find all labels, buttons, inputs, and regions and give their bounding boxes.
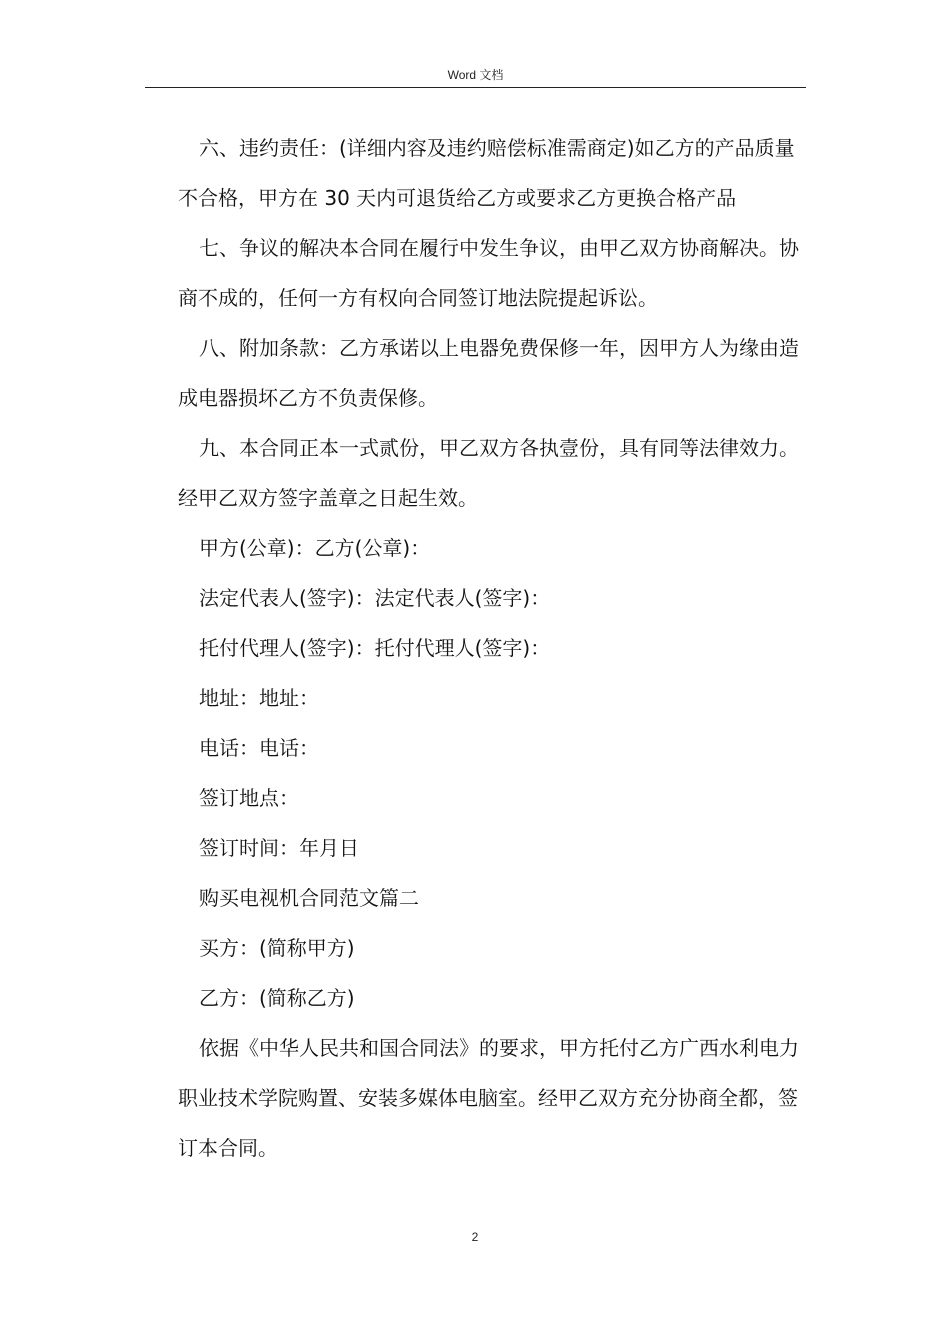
signing-date-line: 签订时间：年月日 bbox=[199, 836, 359, 860]
address-line: 地址：地址： bbox=[199, 686, 319, 710]
page-number: 2 bbox=[471, 1230, 479, 1244]
phone-line: 电话：电话： bbox=[199, 736, 319, 760]
clause-7-dispute-resolution: 七、争议的解决本合同在履行中发生争议，由甲乙双方协商解决。协商不成的，任何一方有权向合同签订地法院提起诉讼。 bbox=[178, 236, 799, 310]
clause-9-copies-effectiveness: 九、本合同正本一式贰份，甲乙双方各执壹份，具有同等法律效力。经甲乙双方签字盖章之日起生效。 bbox=[178, 436, 799, 510]
clause-6-breach-liability: 六、违约责任：(详细内容及违约赔偿标准需商定)如乙方的产品质量不合格，甲方在 30 天内可退货给乙方或要求乙方更换合格产品 bbox=[178, 136, 795, 210]
section-title: 购买电视机合同范文篇二 bbox=[199, 886, 419, 910]
legal-representative-line: 法定代表人(签字)：法定代表人(签字)： bbox=[199, 586, 551, 610]
party-b-line: 乙方：(简称乙方) bbox=[199, 986, 355, 1010]
page-header: Word 文档 bbox=[447, 68, 504, 82]
signing-place-line: 签订地点： bbox=[199, 786, 299, 810]
buyer-line: 买方：(简称甲方) bbox=[199, 936, 355, 960]
header-divider bbox=[145, 87, 806, 88]
contract-preamble: 依据《中华人民共和国合同法》的要求，甲方托付乙方广西水利电力职业技术学院购置、安装多媒体电脑室。经甲乙双方充分协商全都，签订本合同。 bbox=[178, 1036, 799, 1160]
clause-8-additional-terms: 八、附加条款：乙方承诺以上电器免费保修一年，因甲方人为缘由造成电器损坏乙方不负责保修。 bbox=[178, 336, 799, 410]
document-body bbox=[178, 123, 802, 1173]
authorized-agent-line: 托付代理人(签字)：托付代理人(签字)： bbox=[199, 636, 551, 660]
signature-seal-line: 甲方(公章)：乙方(公章)： bbox=[199, 536, 431, 560]
